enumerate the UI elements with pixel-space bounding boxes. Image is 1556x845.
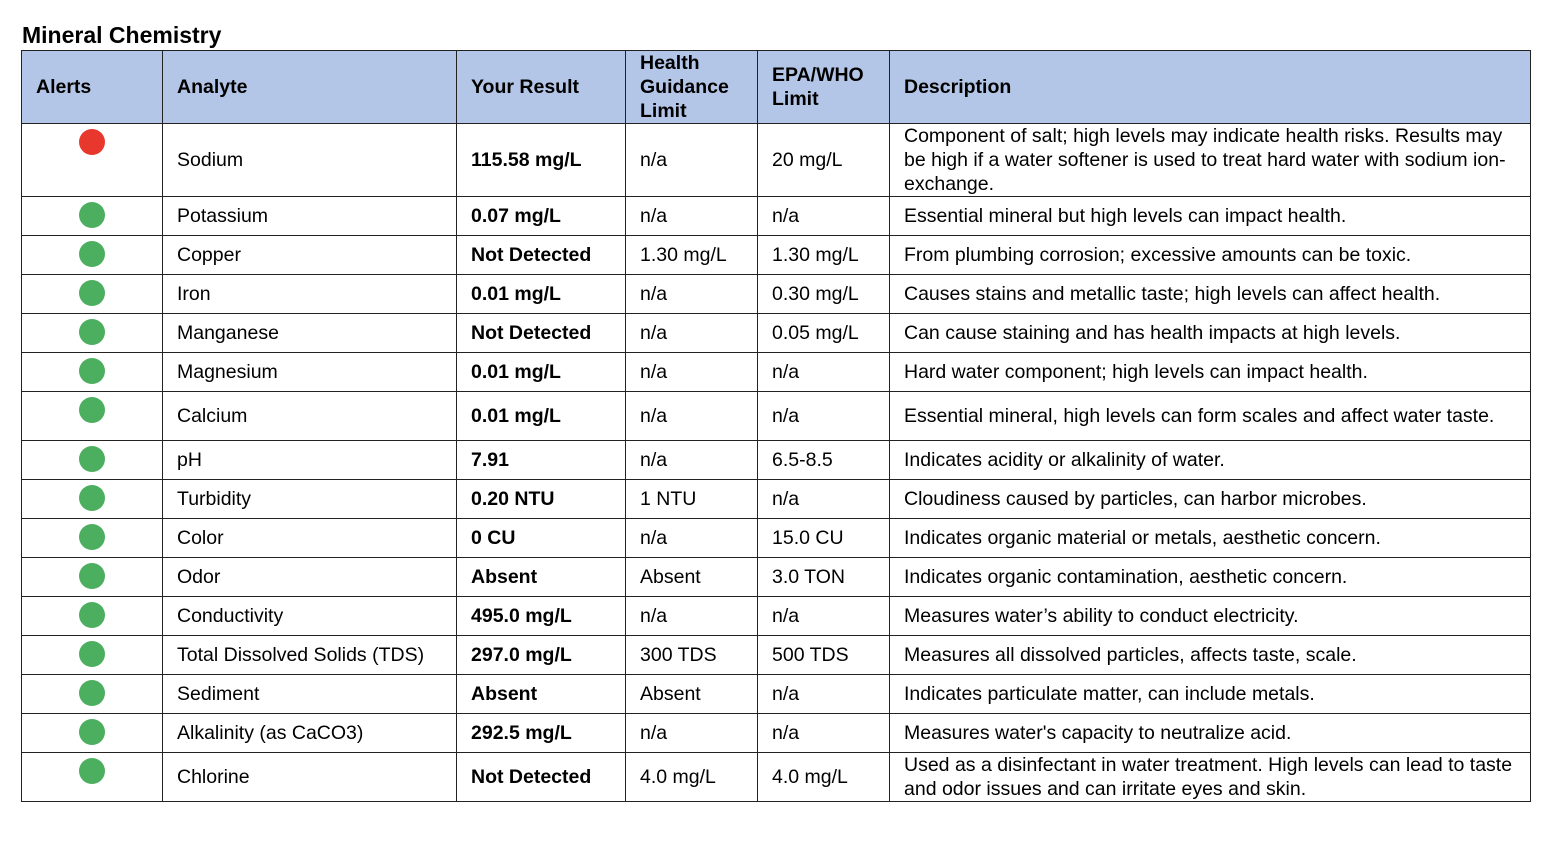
- green-alert-dot-icon: [79, 446, 105, 472]
- result-cell: Not Detected: [457, 236, 626, 275]
- analyte-cell: Sodium: [163, 124, 457, 197]
- alert-cell: [22, 753, 163, 802]
- epa-limit-cell: n/a: [758, 675, 890, 714]
- description-cell: Indicates acidity or alkalinity of water.: [890, 441, 1531, 480]
- analyte-cell: Sediment: [163, 675, 457, 714]
- table-row: [22, 124, 1531, 197]
- table-row: [22, 236, 1531, 275]
- epa-limit-cell: 500 TDS: [758, 636, 890, 675]
- green-alert-dot-icon: [79, 680, 105, 706]
- result-cell: Not Detected: [457, 314, 626, 353]
- description-cell: From plumbing corrosion; excessive amounts can be toxic.: [890, 236, 1531, 275]
- epa-limit-cell: 4.0 mg/L: [758, 753, 890, 802]
- result-cell: 0.20 NTU: [457, 480, 626, 519]
- green-alert-dot-icon: [79, 397, 105, 423]
- analyte-cell: Alkalinity (as CaCO3): [163, 714, 457, 753]
- analyte-cell: Copper: [163, 236, 457, 275]
- alert-cell: [22, 314, 163, 353]
- result-cell: Absent: [457, 675, 626, 714]
- description-cell: Causes stains and metallic taste; high levels can affect health.: [890, 275, 1531, 314]
- analyte-cell: Potassium: [163, 197, 457, 236]
- green-alert-dot-icon: [79, 319, 105, 345]
- result-cell: 0.01 mg/L: [457, 353, 626, 392]
- result-cell: 297.0 mg/L: [457, 636, 626, 675]
- description-cell: Indicates particulate matter, can include metals.: [890, 675, 1531, 714]
- green-alert-dot-icon: [79, 602, 105, 628]
- table-row: [22, 275, 1531, 314]
- table-row: [22, 675, 1531, 714]
- health-limit-cell: n/a: [626, 353, 758, 392]
- health-limit-column-header: Health Guidance Limit: [626, 51, 758, 124]
- green-alert-dot-icon: [79, 524, 105, 550]
- red-alert-dot-icon: [79, 129, 105, 155]
- green-alert-dot-icon: [79, 563, 105, 589]
- epa-limit-cell: 1.30 mg/L: [758, 236, 890, 275]
- epa-limit-cell: 6.5-8.5: [758, 441, 890, 480]
- table-body: [22, 124, 1531, 802]
- description-cell: Measures all dissolved particles, affects taste, scale.: [890, 636, 1531, 675]
- health-limit-cell: n/a: [626, 197, 758, 236]
- health-limit-cell: n/a: [626, 441, 758, 480]
- table-row: [22, 197, 1531, 236]
- result-cell: 495.0 mg/L: [457, 597, 626, 636]
- epa-limit-cell: n/a: [758, 392, 890, 441]
- green-alert-dot-icon: [79, 758, 105, 784]
- green-alert-dot-icon: [79, 485, 105, 511]
- section-title: Mineral Chemistry: [22, 22, 222, 48]
- result-cell: 0.01 mg/L: [457, 275, 626, 314]
- result-cell: 0.07 mg/L: [457, 197, 626, 236]
- health-limit-cell: 300 TDS: [626, 636, 758, 675]
- health-limit-cell: 1.30 mg/L: [626, 236, 758, 275]
- table-row: [22, 314, 1531, 353]
- alert-cell: [22, 236, 163, 275]
- alerts-column-header: Alerts: [22, 51, 163, 124]
- table-row: [22, 636, 1531, 675]
- table-row: [22, 392, 1531, 441]
- result-cell: Not Detected: [457, 753, 626, 802]
- description-column-header: Description: [890, 51, 1531, 124]
- table-row: [22, 353, 1531, 392]
- table-row: [22, 714, 1531, 753]
- epa-limit-cell: n/a: [758, 197, 890, 236]
- epa-limit-column-header: EPA/WHO Limit: [758, 51, 890, 124]
- analyte-cell: Chlorine: [163, 753, 457, 802]
- description-cell: Hard water component; high levels can impact health.: [890, 353, 1531, 392]
- analyte-cell: Odor: [163, 558, 457, 597]
- result-cell: 7.91: [457, 441, 626, 480]
- analyte-cell: Iron: [163, 275, 457, 314]
- description-cell: Indicates organic material or metals, aesthetic concern.: [890, 519, 1531, 558]
- health-limit-cell: n/a: [626, 519, 758, 558]
- health-limit-cell: 1 NTU: [626, 480, 758, 519]
- analyte-cell: pH: [163, 441, 457, 480]
- alert-cell: [22, 519, 163, 558]
- result-cell: 0 CU: [457, 519, 626, 558]
- alert-cell: [22, 441, 163, 480]
- analyte-cell: Color: [163, 519, 457, 558]
- analyte-cell: Calcium: [163, 392, 457, 441]
- green-alert-dot-icon: [79, 719, 105, 745]
- green-alert-dot-icon: [79, 358, 105, 384]
- health-limit-cell: n/a: [626, 392, 758, 441]
- green-alert-dot-icon: [79, 241, 105, 267]
- health-limit-cell: n/a: [626, 597, 758, 636]
- table-row: [22, 597, 1531, 636]
- alert-cell: [22, 636, 163, 675]
- green-alert-dot-icon: [79, 202, 105, 228]
- table-row: [22, 558, 1531, 597]
- table-row: [22, 753, 1531, 802]
- health-limit-cell: n/a: [626, 314, 758, 353]
- alert-cell: [22, 275, 163, 314]
- mineral-chemistry-table: [21, 50, 1531, 802]
- table-row: [22, 480, 1531, 519]
- description-cell: Measures water's capacity to neutralize acid.: [890, 714, 1531, 753]
- alert-cell: [22, 197, 163, 236]
- description-cell: Essential mineral but high levels can impact health.: [890, 197, 1531, 236]
- epa-limit-cell: n/a: [758, 597, 890, 636]
- epa-limit-cell: 0.30 mg/L: [758, 275, 890, 314]
- green-alert-dot-icon: [79, 641, 105, 667]
- analyte-cell: Total Dissolved Solids (TDS): [163, 636, 457, 675]
- alert-cell: [22, 714, 163, 753]
- health-limit-cell: 4.0 mg/L: [626, 753, 758, 802]
- result-cell: 115.58 mg/L: [457, 124, 626, 197]
- alert-cell: [22, 353, 163, 392]
- description-cell: Used as a disinfectant in water treatment. High levels can lead to taste and odor issues and can irritate eyes and skin.: [890, 753, 1531, 802]
- description-cell: Indicates organic contamination, aesthetic concern.: [890, 558, 1531, 597]
- alert-cell: [22, 480, 163, 519]
- description-cell: Cloudiness caused by particles, can harbor microbes.: [890, 480, 1531, 519]
- alert-cell: [22, 597, 163, 636]
- analyte-cell: Turbidity: [163, 480, 457, 519]
- green-alert-dot-icon: [79, 280, 105, 306]
- analyte-cell: Conductivity: [163, 597, 457, 636]
- epa-limit-cell: n/a: [758, 480, 890, 519]
- health-limit-cell: n/a: [626, 275, 758, 314]
- epa-limit-cell: 20 mg/L: [758, 124, 890, 197]
- alert-cell: [22, 392, 163, 441]
- result-cell: 292.5 mg/L: [457, 714, 626, 753]
- analyte-cell: Magnesium: [163, 353, 457, 392]
- table-row: [22, 519, 1531, 558]
- table-row: [22, 441, 1531, 480]
- description-cell: Measures water’s ability to conduct electricity.: [890, 597, 1531, 636]
- result-cell: 0.01 mg/L: [457, 392, 626, 441]
- epa-limit-cell: n/a: [758, 353, 890, 392]
- result-column-header: Your Result: [457, 51, 626, 124]
- alert-cell: [22, 558, 163, 597]
- epa-limit-cell: n/a: [758, 714, 890, 753]
- health-limit-cell: Absent: [626, 675, 758, 714]
- epa-limit-cell: 0.05 mg/L: [758, 314, 890, 353]
- description-cell: Component of salt; high levels may indicate health risks. Results may be high if a water softener is used to treat hard water with sodium ion-exchange.: [890, 124, 1531, 197]
- analyte-column-header: Analyte: [163, 51, 457, 124]
- epa-limit-cell: 15.0 CU: [758, 519, 890, 558]
- health-limit-cell: n/a: [626, 714, 758, 753]
- epa-limit-cell: 3.0 TON: [758, 558, 890, 597]
- description-cell: Essential mineral, high levels can form scales and affect water taste.: [890, 392, 1531, 441]
- health-limit-cell: n/a: [626, 124, 758, 197]
- alert-cell: [22, 675, 163, 714]
- result-cell: Absent: [457, 558, 626, 597]
- table-header-row: [22, 51, 1531, 124]
- health-limit-cell: Absent: [626, 558, 758, 597]
- analyte-cell: Manganese: [163, 314, 457, 353]
- description-cell: Can cause staining and has health impacts at high levels.: [890, 314, 1531, 353]
- alert-cell: [22, 124, 163, 197]
